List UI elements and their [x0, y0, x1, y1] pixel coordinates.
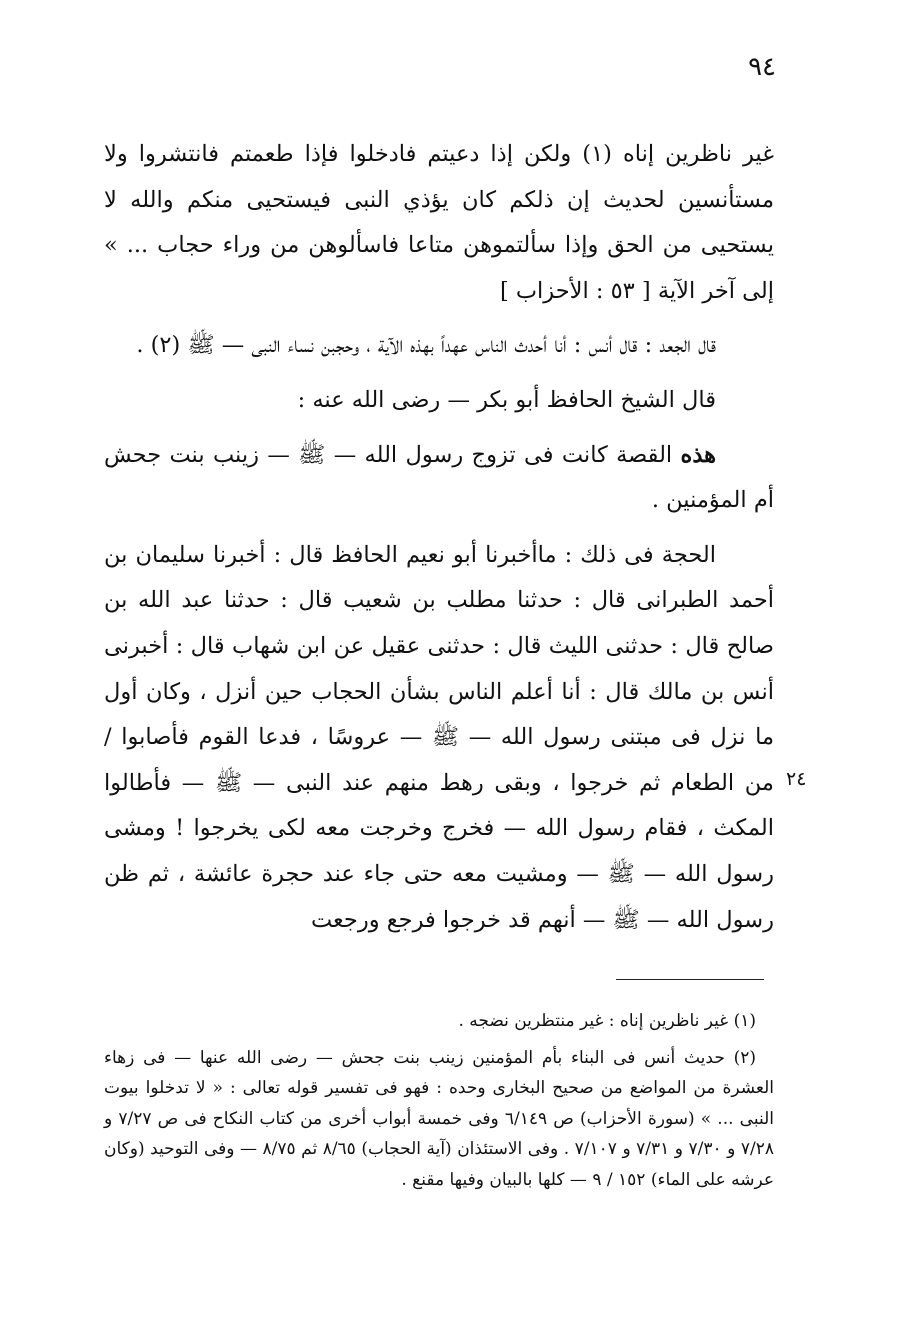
- page-number: ٩٤: [748, 52, 776, 82]
- paragraph-story: [104, 433, 774, 524]
- line-marker: ٢٤: [786, 768, 807, 790]
- paragraph-story-rest: القصة كانت فى تزوج رسول الله — ﷺ — زينب بنت جحش أم المؤمنين .: [104, 441, 774, 514]
- paragraph-story-lead: هذه: [680, 441, 716, 468]
- footnote-divider: [616, 979, 764, 980]
- paragraph-verse: غير ناظرين إناه (١) ولكن إذا دعيتم فادخلوا فإذا طعمتم فانتشروا ولا مستأنسين لحديث إن ذلكم كان يؤذي النبى فيستحيى منكم والله لا يستحيى من الحق وإذا سألتموهن متاعا فاسألوهن من وراء حجاب ... » إلى آخر الآية [ ٥٣ : الأحزاب ]: [104, 141, 774, 304]
- footnote-2: (٢) حديث أنس فى البناء بأم المؤمنين زينب بنت جحش — رضى الله عنها — فى زهاء العشرة من المواضع من صحيح البخارى وحده : فهو فى تفسير قوله تعالى : « لا تدخلوا بيوت النبى ... » (سورة الأحزاب) ص ٦/١٤٩ وفى خمسة أبواب أخرى من كتاب النكاح فى ص ٧/٢٧ و ٧/٢٨ و ٧/٣٠ و ٧/٣١ و ٧/١٠٧ . وفى الاستئذان (آية الحجاب) ٨/٦٥ ثم ٨/٧٥ — وفى التوحيد (وكان عرشه على الماء) ١٥٢ / ٩ — كلها بالبيان وفيها مقنع .: [104, 1047, 774, 1190]
- paragraph-hujja: الحجة فى ذلك : ماأخبرنا أبو نعيم الحافظ قال : أخبرنا سليمان بن أحمد الطبرانى قال : حدثنا مطلب بن شعيب قال : حدثنا عبد الله بن صالح قال : حدثنى الليث قال : حدثنى عقيل عن ابن شهاب قال : أخبرنى أنس بن مالك قال : أنا أعلم الناس بشأن الحجاب حين أنزل ، وكان أول ما نزل فى مبتنى رسول الله — ﷺ — عروسًا ، فدعا القوم فأصابوا / من الطعام ثم خرجوا ، وبقى رهط منهم عند النبى — ﷺ — فأطالوا المكث ، فقام رسول الله — فخرج وخرجت معه لكى يخرجوا ! ومشى رسول الله — ﷺ — ومشيت معه حتى جاء عند حجرة عائشة ، ثم ظن رسول الله — ﷺ — أنهم قد خرجوا فرجع ورجعت: [104, 541, 774, 933]
- footnotes: [104, 1006, 774, 1195]
- main-text: [104, 132, 774, 943]
- paragraph-shaykh: قال الشيخ الحافظ أبو بكر — رضى الله عنه :: [297, 386, 716, 413]
- paragraph-jaad: قال الجعد : قال أنس : أنا أحدث الناس عهداً بهذه الآية ، وحجبن نساء النبى — ﷺ (٢) .: [136, 332, 716, 359]
- footnote-1: (١) غير ناظرين إناه : غير منتظرين نضجه .: [458, 1011, 756, 1031]
